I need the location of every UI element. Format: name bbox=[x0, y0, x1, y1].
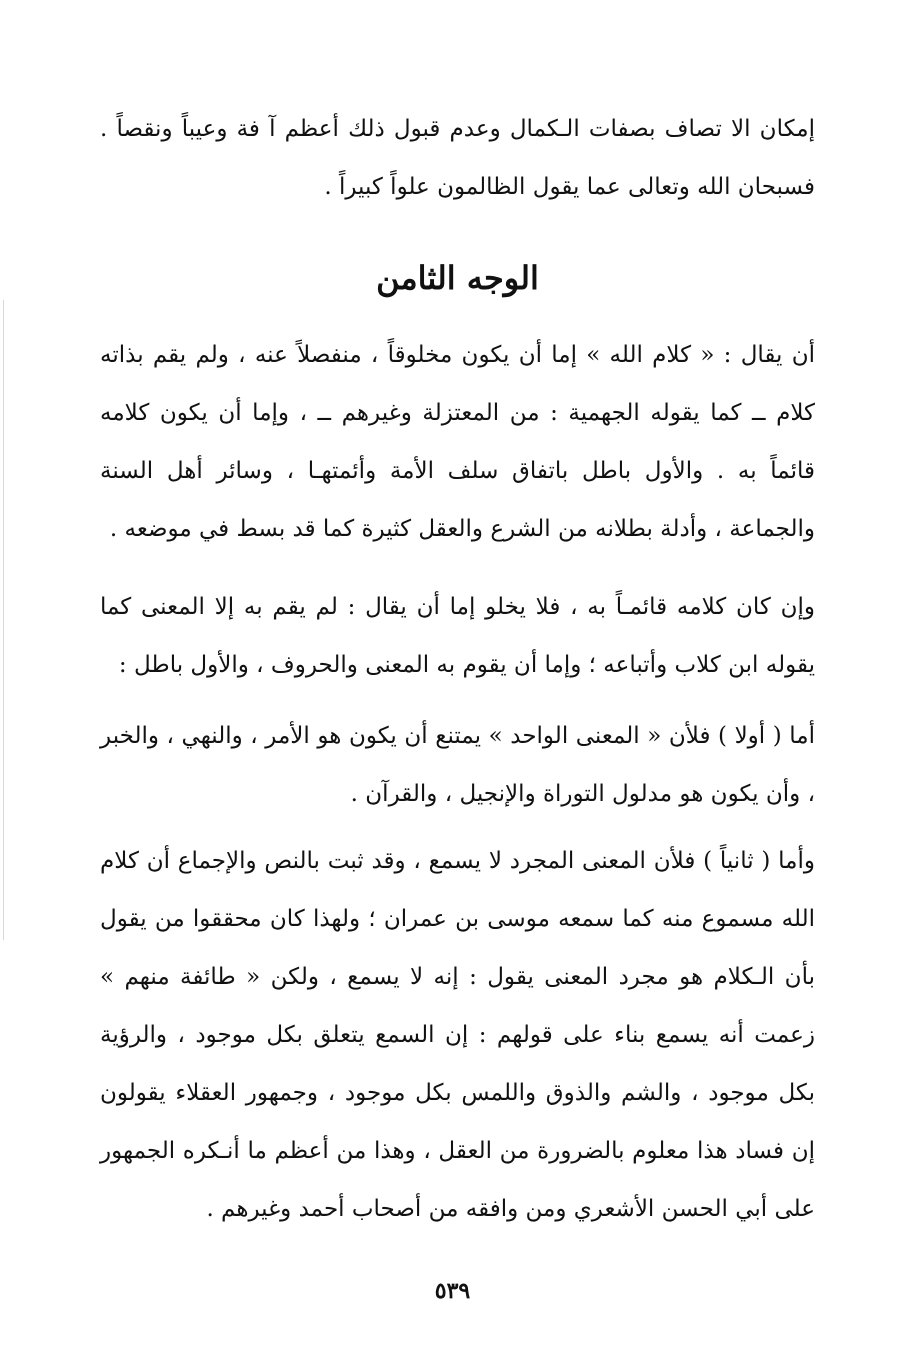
page-edge-line bbox=[3, 300, 4, 940]
page-number: ٥٣٩ bbox=[434, 1278, 471, 1304]
section-paragraph-4: وأما ( ثانياً ) فلأن المعنى المجرد لا يسمع ، وقد ثبت بالنص والإجماع أن كلام الله مسموع منه كما سمعه موسى بن عمران ؛ ولهذا كان محققوا من يقول بأن الـكلام هو مجرد المعنى يقول : إنه لا يسمع ، ولكن « طائفة منهم » زعمت أنه يسمع بناء على قولهم : إن السمع يتعلق بكل موجود ، والرؤية بكل موجود ، والشم والذوق واللمس بكل موجود ، وجمهور العقلاء يقولون إن فساد هذا معلوم بالضرورة من العقل ، وهذا من أعظم ما أنـكره الجمهور على أبي الحسن الأشعري ومن وافقه من أصحاب أحمد وغيرهم . bbox=[100, 848, 815, 1222]
opening-paragraph: إمكان الا تصاف بصفات الـكمال وعدم قبول ذلك أعظم آ فة وعيباً ونقصاً . فسبحان الله وتعالى عما يقول الظالمون علواً كبيراً . bbox=[100, 116, 815, 200]
section-paragraph-2: وإن كان كلامه قائمـاً به ، فلا يخلو إما أن يقال : لم يقم به إلا المعنى كما يقوله ابن كلاب وأتباعه ؛ وإما أن يقوم به المعنى والحروف ، والأول باطل : bbox=[100, 594, 815, 678]
section-paragraph-3: أما ( أولا ) فلأن « المعنى الواحد » يمتنع أن يكون هو الأمر ، والنهي ، والخبر ، وأن يكون هو مدلول التوراة والإنجيل ، والقرآن . bbox=[100, 723, 815, 807]
section-paragraph-1: أن يقال : « كلام الله » إما أن يكون مخلوقاً ، منفصلاً عنه ، ولم يقم بذاته كلام ــ كما يقوله الجهمية : من المعتزلة وغيرهم ــ ، وإما أن يكون كلامه قائماً به . والأول باطل باتفاق سلف الأمة وأئمتهـا ، وسائر أهل السنة والجماعة ، وأدلة بطلانه من الشرع والعقل كثيرة كما قد بسط في موضعه . bbox=[100, 342, 815, 542]
section-heading: الوجه الثامن bbox=[376, 259, 539, 297]
